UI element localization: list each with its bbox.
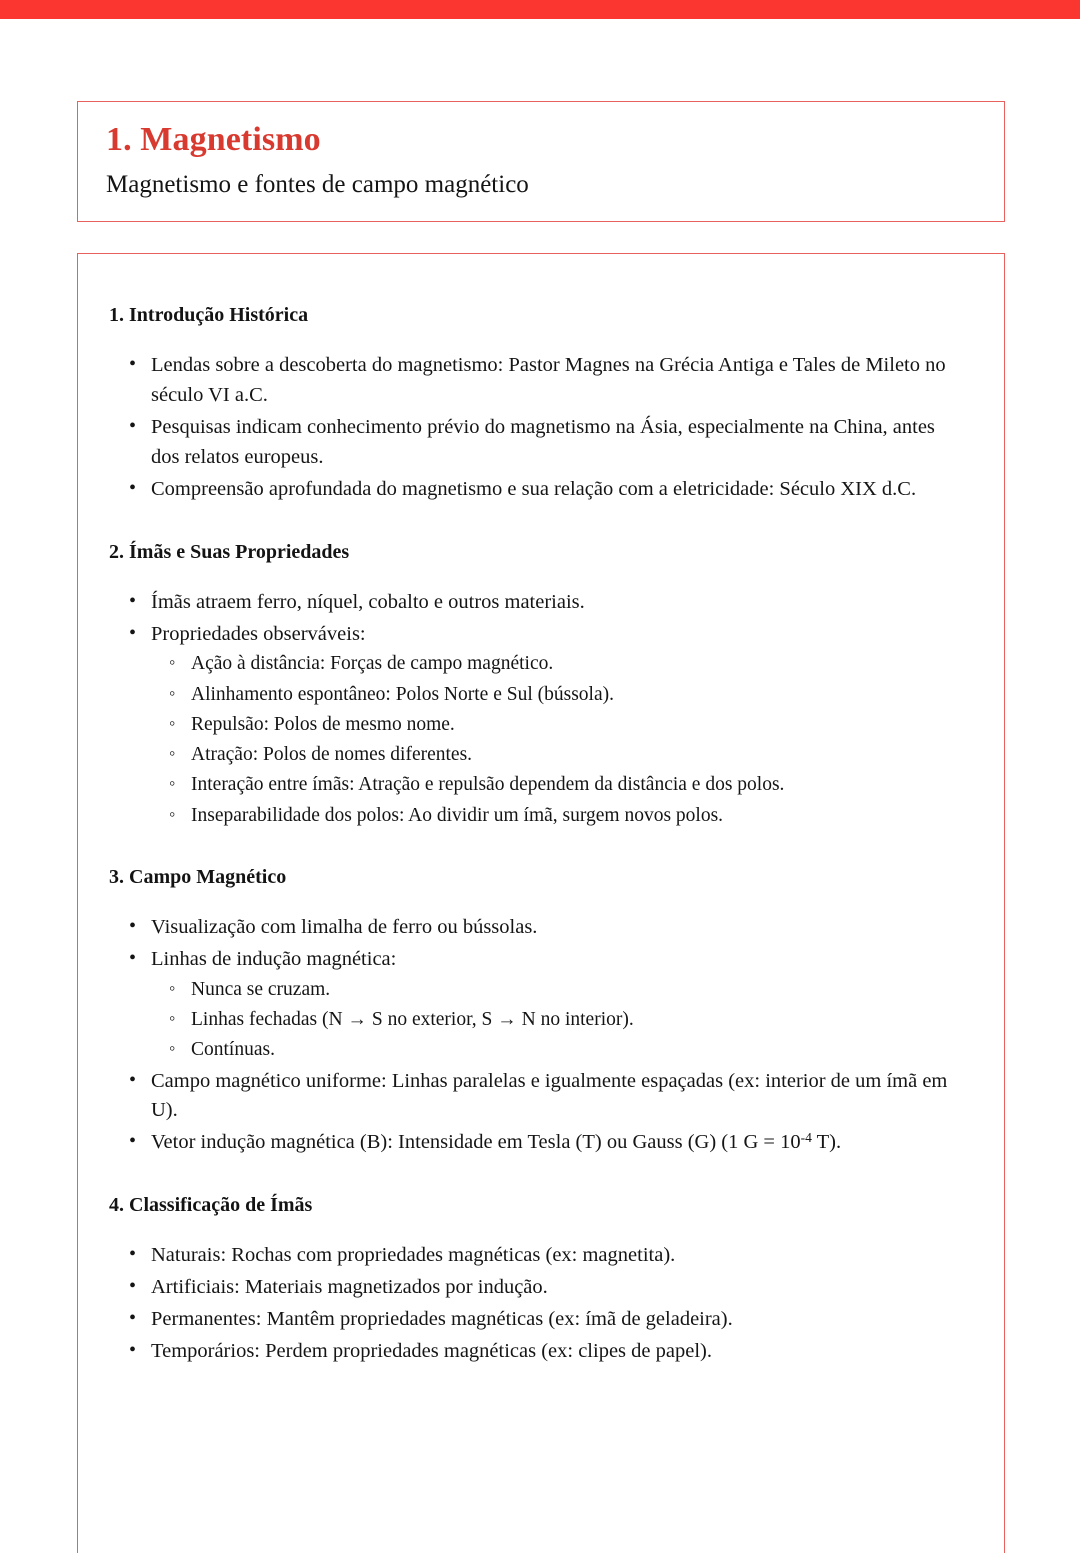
list-item bbox=[109, 1273, 968, 1303]
document-body-card bbox=[77, 253, 1005, 1553]
sub-list-item: ◦ Ação à distância: Forças de campo magnético. bbox=[151, 649, 968, 678]
sections-container bbox=[109, 302, 968, 1367]
top-accent-bar bbox=[0, 0, 1080, 19]
list-item-text: • Ímãs atraem ferro, níquel, cobalto e outros materiais. bbox=[151, 590, 585, 613]
list-item bbox=[109, 1337, 968, 1367]
document-section bbox=[109, 302, 968, 505]
sub-list-item: ◦ Repulsão: Polos de mesmo nome. bbox=[151, 710, 968, 739]
sub-list-item: ◦ Contínuas. bbox=[151, 1035, 968, 1064]
bullet-list bbox=[109, 351, 968, 505]
sub-bullet-list bbox=[151, 649, 968, 830]
list-item-text: • Campo magnético uniforme: Linhas paralelas e igualmente espaçadas (ex: interior de um ímã em U). bbox=[151, 1069, 948, 1122]
list-item bbox=[109, 413, 968, 473]
list-item-text: • Permanentes: Mantêm propriedades magnéticas (ex: ímã de geladeira). bbox=[151, 1308, 733, 1331]
list-item bbox=[109, 1067, 968, 1127]
list-item bbox=[109, 620, 968, 830]
section-heading: 4. Classificação de Ímãs bbox=[109, 1194, 313, 1217]
sub-list-item: ◦ Atração: Polos de nomes diferentes. bbox=[151, 740, 968, 769]
list-item-text: • Pesquisas indicam conhecimento prévio do magnetismo na Ásia, especialmente na China, antes dos relatos europeus. bbox=[151, 415, 935, 468]
document-section bbox=[109, 1192, 968, 1367]
list-item-text: • Naturais: Rochas com propriedades magnéticas (ex: magnetita). bbox=[151, 1244, 676, 1267]
sub-bullet-list bbox=[151, 975, 968, 1065]
document-section bbox=[109, 539, 968, 830]
list-item bbox=[109, 1305, 968, 1335]
bullet-list bbox=[109, 1241, 968, 1367]
sub-list-item: ◦ Interação entre ímãs: Atração e repulsão dependem da distância e dos polos. bbox=[151, 770, 968, 799]
bullet-list bbox=[109, 913, 968, 1158]
list-item bbox=[109, 1241, 968, 1271]
page-subtitle: Magnetismo e fontes de campo magnético bbox=[106, 171, 529, 199]
sub-list-item: ◦ Linhas fechadas (N → S no exterior, S → N no interior). bbox=[151, 1005, 968, 1034]
list-item bbox=[109, 913, 968, 943]
list-item-text: • Propriedades observáveis: bbox=[151, 622, 366, 645]
document-section bbox=[109, 864, 968, 1158]
list-item-text: • Artificiais: Materiais magnetizados por indução. bbox=[151, 1276, 548, 1299]
page-title: 1. Magnetismo bbox=[106, 121, 321, 158]
sub-list-item: ◦ Nunca se cruzam. bbox=[151, 975, 968, 1004]
list-item-text: • Temporários: Perdem propriedades magnéticas (ex: clipes de papel). bbox=[151, 1340, 712, 1363]
sub-list-item: ◦ Inseparabilidade dos polos: Ao dividir um ímã, surgem novos polos. bbox=[151, 801, 968, 830]
list-item bbox=[109, 351, 968, 411]
list-item bbox=[109, 945, 968, 1065]
exponent: -4 bbox=[800, 1130, 812, 1146]
bullet-list bbox=[109, 588, 968, 830]
list-item bbox=[109, 475, 968, 505]
list-item-text: • Lendas sobre a descoberta do magnetismo: Pastor Magnes na Grécia Antiga e Tales de Mileto no século VI a.C. bbox=[151, 354, 946, 406]
list-item-text: • Visualização com limalha de ferro ou bússolas. bbox=[151, 915, 538, 938]
list-item-text: • Vetor indução magnética (B): Intensidade em Tesla (T) ou Gauss (G) (1 $G = 10^{-4}$ T). bbox=[151, 1130, 842, 1154]
list-item-text: • Compreensão aprofundada do magnetismo e sua relação com a eletricidade: Século XIX d.C. bbox=[151, 477, 917, 500]
list-item-text: • Linhas de indução magnética: bbox=[151, 947, 397, 970]
section-heading: 1. Introdução Histórica bbox=[109, 304, 309, 326]
list-item bbox=[109, 1128, 968, 1158]
document-header-card bbox=[77, 101, 1005, 222]
sub-list-item: ◦ Alinhamento espontâneo: Polos Norte e Sul (bússola). bbox=[151, 680, 968, 709]
section-heading: 3. Campo Magnético bbox=[109, 865, 287, 888]
list-item bbox=[109, 588, 968, 618]
section-heading: 2. Ímãs e Suas Propriedades bbox=[109, 540, 350, 563]
